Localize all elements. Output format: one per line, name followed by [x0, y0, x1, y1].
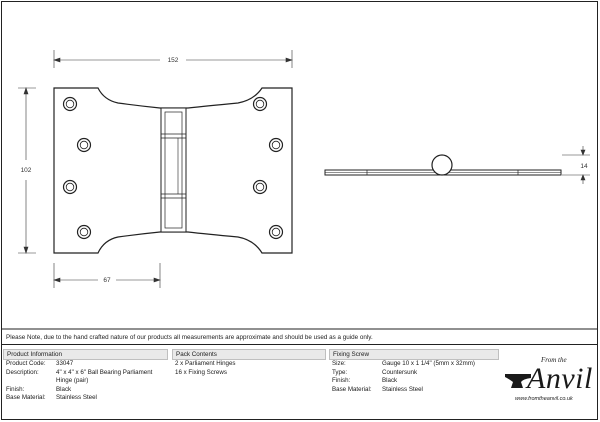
info-row: Finish: Black: [6, 385, 72, 393]
screw-row: Finish: Black: [332, 377, 398, 385]
product-information-panel: [3, 349, 168, 403]
brand-logo: [503, 356, 595, 416]
fixing-screw-panel: [329, 349, 499, 394]
fixing-screw-heading: Fixing Screw: [329, 349, 499, 360]
info-row: Base Material: Stainless Steel: [6, 394, 97, 402]
screw-row: Base Material: Stainless Steel: [332, 385, 423, 393]
thickness-dimension-label: 14: [580, 163, 588, 170]
pack-item: 2 x Parliament Hinges: [175, 360, 236, 367]
screw-row: Type: Countersunk: [332, 368, 418, 376]
note-divider: [1, 344, 598, 345]
hinge-side-view: [325, 155, 561, 175]
info-row: Product Code: 33047: [6, 360, 74, 367]
leaf-dimension-label: 67: [103, 277, 111, 284]
product-information-heading: Product Information: [3, 349, 168, 360]
pack-contents-heading: Pack Contents: [172, 349, 326, 360]
pack-contents-panel: [172, 349, 326, 377]
brand-from: From the: [541, 356, 567, 364]
screw-row: Size: Gauge 10 x 1 1/4" (5mm x 32mm): [332, 360, 475, 367]
info-row: Description: 4" x 4" x 6" Ball Bearing Parliament Hinge (pair): [6, 368, 153, 385]
height-dimension-label: 102: [20, 167, 32, 174]
brand-url: www.fromtheanvil.co.uk: [515, 396, 573, 402]
width-dimension-label: 152: [167, 57, 179, 64]
pack-item: 16 x Fixing Screws: [175, 368, 227, 376]
brand-name: Anvil: [527, 362, 593, 395]
measurement-note: Please Note, due to the hand crafted nature of our products all measurements are approximate and should be used as a guide only.: [6, 334, 373, 341]
leaf-dimension: [54, 263, 160, 288]
